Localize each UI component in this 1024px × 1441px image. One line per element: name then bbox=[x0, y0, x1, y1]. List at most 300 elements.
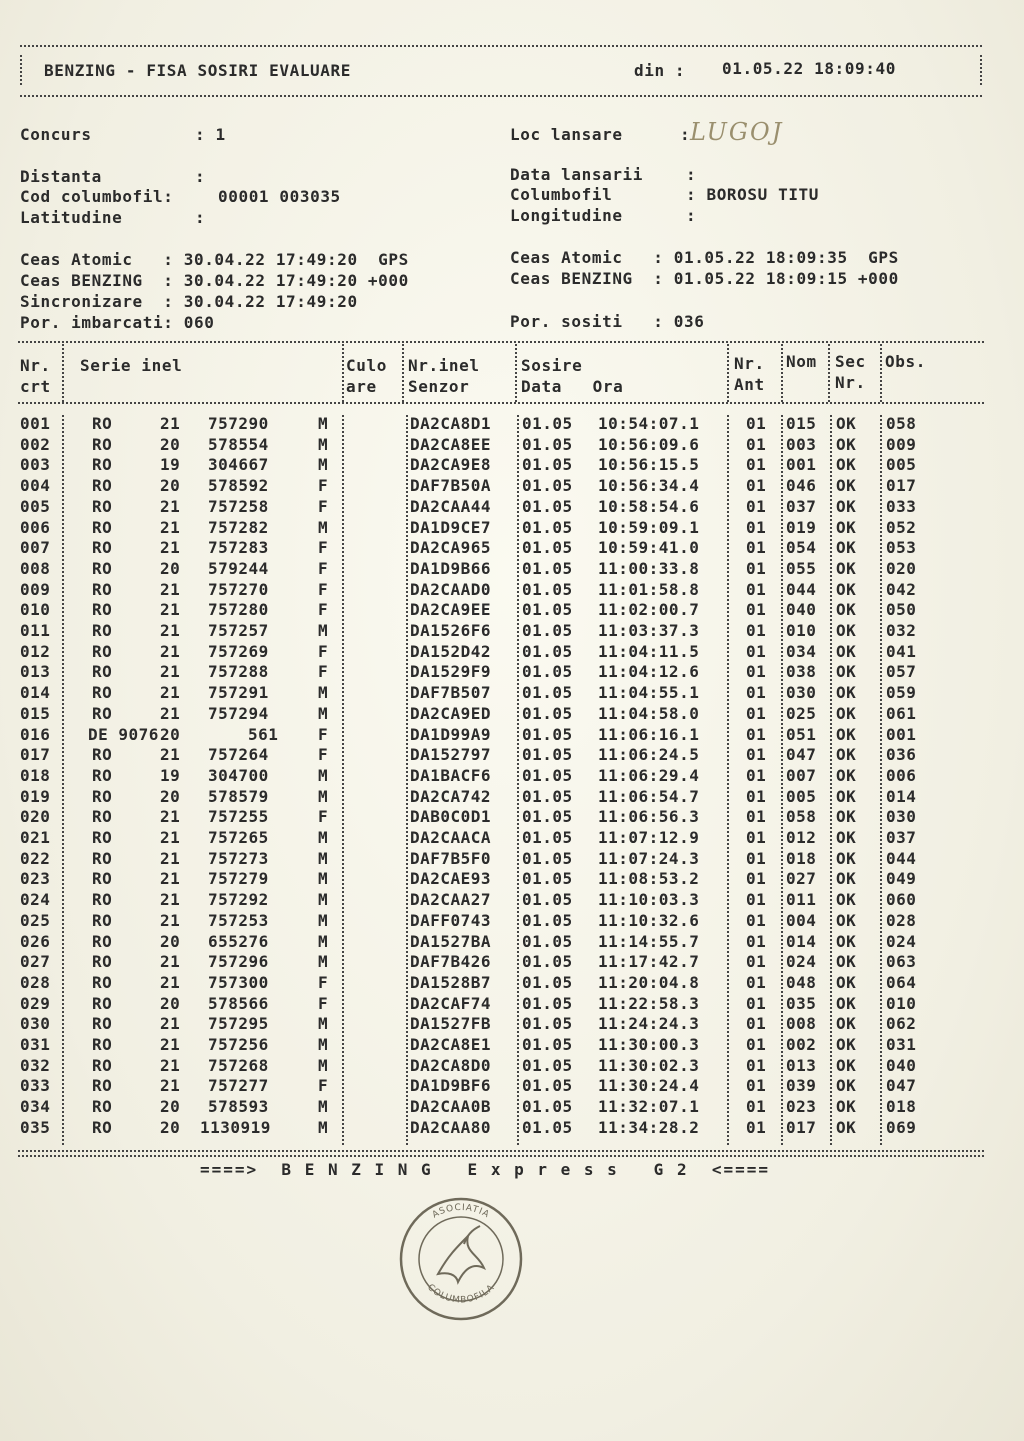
report-title: BENZING - FISA SOSIRI EVALUARE bbox=[44, 61, 351, 80]
row-ant: 01 bbox=[746, 414, 767, 433]
row-senzor: DA2CAA44 bbox=[410, 496, 492, 516]
row-senzor: DA1BACF6 bbox=[410, 765, 492, 785]
col-sep bbox=[515, 344, 517, 402]
row-ant: 01 bbox=[746, 600, 767, 620]
data-lansarii-value: : bbox=[686, 165, 697, 184]
row-tara: RO bbox=[92, 476, 113, 496]
row-nom: 055 bbox=[786, 558, 817, 578]
table-top-rule bbox=[18, 341, 984, 343]
row-sec: OK bbox=[836, 765, 857, 785]
row-ant: 01 bbox=[746, 931, 767, 951]
row-nom: 005 bbox=[786, 786, 817, 806]
row-sex: F bbox=[318, 600, 329, 620]
row-obs: 037 bbox=[886, 828, 917, 847]
row-tara: RO bbox=[92, 890, 113, 910]
row-ant: 01 bbox=[746, 828, 767, 847]
row-nom: 047 bbox=[786, 745, 817, 765]
row-sec: OK bbox=[836, 621, 857, 640]
row-senzor: DA2CA8EE bbox=[410, 434, 492, 454]
row-senzor: DA2CAA0B bbox=[410, 1097, 492, 1117]
row-sec: OK bbox=[836, 931, 857, 951]
row-senzor: DA2CAAD0 bbox=[410, 579, 492, 599]
row-inel: 578593 bbox=[208, 1097, 269, 1117]
row-ant: 01 bbox=[746, 1097, 767, 1117]
row-senzor: DA152D42 bbox=[410, 641, 492, 661]
row-ora: 11:06:24.5 bbox=[598, 745, 700, 765]
table-row bbox=[18, 973, 984, 994]
row-inel: 578554 bbox=[208, 434, 269, 454]
row-nom: 030 bbox=[786, 683, 817, 703]
row-ora: 11:20:04.8 bbox=[598, 972, 700, 992]
row-ora: 11:04:12.6 bbox=[598, 662, 700, 682]
row-ant: 01 bbox=[746, 496, 767, 516]
row-ora: 11:32:07.1 bbox=[598, 1097, 700, 1117]
row-sex: F bbox=[318, 662, 329, 682]
col-sep bbox=[828, 344, 830, 402]
row-data: 01.05 bbox=[522, 496, 573, 516]
row-sec: OK bbox=[836, 1076, 857, 1096]
row-obs: 057 bbox=[886, 662, 917, 682]
row-nom: 004 bbox=[786, 910, 817, 930]
row-inel: 757291 bbox=[208, 683, 269, 703]
cod-columbofil-label: Cod columbofil: bbox=[20, 187, 174, 206]
row-data: 01.05 bbox=[522, 745, 573, 765]
row-sec: OK bbox=[836, 952, 857, 972]
row-senzor: DA2CA965 bbox=[410, 538, 492, 558]
row-nom: 044 bbox=[786, 579, 817, 599]
row-sec: OK bbox=[836, 1117, 857, 1137]
row-sec: OK bbox=[836, 579, 857, 599]
row-data: 01.05 bbox=[522, 1076, 573, 1096]
row-nr: 035 bbox=[20, 1117, 51, 1137]
porumbei-imbarcati: Por. imbarcati: 060 bbox=[20, 313, 215, 332]
row-nom: 010 bbox=[786, 621, 817, 640]
row-tara: RO bbox=[92, 703, 113, 723]
row-an: 21 bbox=[160, 662, 181, 682]
row-ant: 01 bbox=[746, 683, 767, 703]
loc-lansare-colon: : bbox=[680, 125, 691, 144]
row-ant: 01 bbox=[746, 579, 767, 599]
row-sex: M bbox=[318, 455, 329, 475]
porumbei-sositi: Por. sositi : 036 bbox=[510, 312, 705, 331]
row-an: 20 bbox=[160, 786, 181, 806]
row-ant: 01 bbox=[746, 724, 767, 744]
row-sec: OK bbox=[836, 745, 857, 765]
row-senzor: DA2CA9ED bbox=[410, 703, 492, 723]
row-data: 01.05 bbox=[522, 765, 573, 785]
row-nr: 001 bbox=[20, 414, 51, 433]
row-nr: 022 bbox=[20, 848, 51, 868]
row-nr: 014 bbox=[20, 683, 51, 703]
table-row bbox=[18, 1118, 984, 1139]
row-senzor: DA2CA8D0 bbox=[410, 1055, 492, 1075]
row-tara: DE 9076 bbox=[88, 724, 159, 744]
row-an: 21 bbox=[160, 621, 181, 640]
row-an: 20 bbox=[160, 558, 181, 578]
col-obs-header: Obs. bbox=[885, 352, 926, 371]
row-an: 21 bbox=[160, 1035, 181, 1054]
row-tara: RO bbox=[92, 641, 113, 661]
row-sec: OK bbox=[836, 1014, 857, 1034]
col-culoare-header: Culo bbox=[346, 356, 387, 375]
row-nom: 018 bbox=[786, 848, 817, 868]
row-ant: 01 bbox=[746, 558, 767, 578]
row-an: 21 bbox=[160, 1055, 181, 1075]
row-obs: 005 bbox=[886, 455, 917, 475]
sincronizare: Sincronizare : 30.04.22 17:49:20 bbox=[20, 292, 358, 311]
footer-brand: ====> B E N Z I N G E x p r e s s G 2 <==== bbox=[200, 1160, 771, 1179]
row-an: 20 bbox=[160, 476, 181, 496]
col-culoare-header-2: are bbox=[346, 377, 377, 396]
row-senzor: DA2CAA80 bbox=[410, 1117, 492, 1137]
row-senzor: DAF7B5F0 bbox=[410, 848, 492, 868]
row-nom: 048 bbox=[786, 972, 817, 992]
row-tara: RO bbox=[92, 972, 113, 992]
row-inel: 757258 bbox=[208, 496, 269, 516]
row-sex: M bbox=[318, 1014, 329, 1034]
row-inel: 757277 bbox=[208, 1076, 269, 1096]
row-ant: 01 bbox=[746, 745, 767, 765]
row-tara: RO bbox=[92, 683, 113, 703]
table-row bbox=[18, 476, 984, 497]
row-data: 01.05 bbox=[522, 1014, 573, 1034]
col-sosire-header: Sosire bbox=[521, 356, 583, 375]
row-ora: 10:56:15.5 bbox=[598, 455, 700, 475]
row-inel: 757283 bbox=[208, 538, 269, 558]
row-ant: 01 bbox=[746, 1076, 767, 1096]
row-ant: 01 bbox=[746, 765, 767, 785]
row-ora: 11:02:00.7 bbox=[598, 600, 700, 620]
ceas-benzing-end: Ceas BENZING : 01.05.22 18:09:15 +000 bbox=[510, 269, 899, 288]
row-data: 01.05 bbox=[522, 538, 573, 558]
row-nr: 004 bbox=[20, 476, 51, 496]
row-ora: 10:54:07.1 bbox=[598, 414, 700, 433]
row-sex: F bbox=[318, 558, 329, 578]
row-data: 01.05 bbox=[522, 724, 573, 744]
table-row bbox=[18, 538, 984, 559]
ceas-atomic-start: Ceas Atomic : 30.04.22 17:49:20 GPS bbox=[20, 250, 409, 269]
row-senzor: DA2CA8E1 bbox=[410, 1035, 492, 1054]
col-senzor-header: Nr.inel bbox=[408, 356, 480, 375]
row-data: 01.05 bbox=[522, 662, 573, 682]
row-ora: 11:30:02.3 bbox=[598, 1055, 700, 1075]
row-sex: F bbox=[318, 579, 329, 599]
row-nr: 006 bbox=[20, 517, 51, 537]
row-ant: 01 bbox=[746, 1055, 767, 1075]
row-nom: 037 bbox=[786, 496, 817, 516]
row-obs: 050 bbox=[886, 600, 917, 620]
row-nom: 011 bbox=[786, 890, 817, 910]
row-ant: 01 bbox=[746, 952, 767, 972]
row-nr: 032 bbox=[20, 1055, 51, 1075]
row-ant: 01 bbox=[746, 848, 767, 868]
row-nr: 015 bbox=[20, 703, 51, 723]
row-an: 21 bbox=[160, 641, 181, 661]
row-sec: OK bbox=[836, 517, 857, 537]
row-ora: 11:04:55.1 bbox=[598, 683, 700, 703]
row-sex: F bbox=[318, 641, 329, 661]
report-date: 01.05.22 18:09:40 bbox=[722, 59, 896, 78]
col-sep bbox=[727, 344, 729, 402]
row-nr: 011 bbox=[20, 621, 51, 640]
row-senzor: DAB0C0D1 bbox=[410, 807, 492, 827]
row-sex: M bbox=[318, 414, 329, 433]
row-nr: 018 bbox=[20, 765, 51, 785]
table-row bbox=[18, 1076, 984, 1097]
row-ora: 11:06:54.7 bbox=[598, 786, 700, 806]
row-ora: 11:10:32.6 bbox=[598, 910, 700, 930]
row-tara: RO bbox=[92, 931, 113, 951]
row-obs: 028 bbox=[886, 910, 917, 930]
table-row bbox=[18, 745, 984, 766]
row-ora: 11:06:16.1 bbox=[598, 724, 700, 744]
row-data: 01.05 bbox=[522, 558, 573, 578]
row-tara: RO bbox=[92, 828, 113, 847]
row-senzor: DA2CAF74 bbox=[410, 993, 492, 1013]
row-nom: 058 bbox=[786, 807, 817, 827]
row-sex: F bbox=[318, 972, 329, 992]
table-row bbox=[18, 869, 984, 890]
row-sex: F bbox=[318, 476, 329, 496]
row-an: 19 bbox=[160, 455, 181, 475]
row-sex: M bbox=[318, 828, 329, 847]
row-ora: 11:30:24.4 bbox=[598, 1076, 700, 1096]
row-sex: F bbox=[318, 993, 329, 1013]
row-tara: RO bbox=[92, 558, 113, 578]
row-an: 21 bbox=[160, 1076, 181, 1096]
row-nom: 012 bbox=[786, 828, 817, 847]
row-obs: 044 bbox=[886, 848, 917, 868]
table-row bbox=[18, 580, 984, 601]
longitudine-value: : bbox=[686, 206, 697, 225]
row-tara: RO bbox=[92, 869, 113, 889]
row-ora: 10:59:09.1 bbox=[598, 517, 700, 537]
footer-rule bbox=[18, 1155, 984, 1157]
row-sec: OK bbox=[836, 538, 857, 558]
row-ora: 11:03:37.3 bbox=[598, 621, 700, 640]
table-row bbox=[18, 600, 984, 621]
row-obs: 059 bbox=[886, 683, 917, 703]
table-header-rule bbox=[18, 402, 984, 404]
row-an: 21 bbox=[160, 869, 181, 889]
row-tara: RO bbox=[92, 579, 113, 599]
row-ant: 01 bbox=[746, 641, 767, 661]
row-data: 01.05 bbox=[522, 600, 573, 620]
row-nom: 023 bbox=[786, 1097, 817, 1117]
table-bottom-rule bbox=[18, 1150, 984, 1152]
table-row bbox=[18, 828, 984, 849]
row-inel: 578592 bbox=[208, 476, 269, 496]
ceas-atomic-end: Ceas Atomic : 01.05.22 18:09:35 GPS bbox=[510, 248, 899, 267]
row-data: 01.05 bbox=[522, 828, 573, 847]
row-inel: 579244 bbox=[208, 558, 269, 578]
row-ant: 01 bbox=[746, 890, 767, 910]
columbofil-label: Columbofil bbox=[510, 185, 613, 204]
row-obs: 053 bbox=[886, 538, 917, 558]
row-obs: 041 bbox=[886, 641, 917, 661]
row-tara: RO bbox=[92, 1014, 113, 1034]
row-sec: OK bbox=[836, 434, 857, 454]
latitudine-label: Latitudine bbox=[20, 208, 123, 227]
row-sex: M bbox=[318, 703, 329, 723]
row-data: 01.05 bbox=[522, 1097, 573, 1117]
row-tara: RO bbox=[92, 1117, 113, 1137]
row-data: 01.05 bbox=[522, 683, 573, 703]
table-row bbox=[18, 787, 984, 808]
row-an: 21 bbox=[160, 807, 181, 827]
row-ora: 11:10:03.3 bbox=[598, 890, 700, 910]
row-sex: M bbox=[318, 1117, 329, 1137]
row-data: 01.05 bbox=[522, 807, 573, 827]
table-row bbox=[18, 994, 984, 1015]
row-ant: 01 bbox=[746, 517, 767, 537]
row-senzor: DA2CA9EE bbox=[410, 600, 492, 620]
date-label: din : bbox=[634, 61, 686, 80]
col-sosire-header-2: Data Ora bbox=[521, 377, 624, 396]
row-an: 21 bbox=[160, 828, 181, 847]
row-ant: 01 bbox=[746, 807, 767, 827]
row-nom: 008 bbox=[786, 1014, 817, 1034]
concurs-label: Concurs bbox=[20, 125, 92, 144]
row-senzor: DAF7B50A bbox=[410, 476, 492, 496]
table-row bbox=[18, 559, 984, 580]
row-inel: 757295 bbox=[208, 1014, 269, 1034]
row-tara: RO bbox=[92, 910, 113, 930]
stamp-bottom-text: COLUMBOFILA bbox=[425, 1282, 497, 1306]
row-obs: 032 bbox=[886, 621, 917, 640]
col-sep bbox=[342, 344, 344, 402]
row-sex: M bbox=[318, 434, 329, 454]
col-ant-header: Nr. bbox=[734, 354, 765, 373]
row-nr: 030 bbox=[20, 1014, 51, 1034]
row-sec: OK bbox=[836, 414, 857, 433]
row-inel: 304700 bbox=[208, 765, 269, 785]
row-ant: 01 bbox=[746, 910, 767, 930]
table-row bbox=[18, 766, 984, 787]
row-inel: 757257 bbox=[208, 621, 269, 640]
row-obs: 009 bbox=[886, 434, 917, 454]
row-an: 21 bbox=[160, 496, 181, 516]
row-data: 01.05 bbox=[522, 869, 573, 889]
row-sec: OK bbox=[836, 890, 857, 910]
row-sex: M bbox=[318, 890, 329, 910]
row-inel: 757292 bbox=[208, 890, 269, 910]
row-sex: M bbox=[318, 931, 329, 951]
row-ant: 01 bbox=[746, 786, 767, 806]
row-inel: 757294 bbox=[208, 703, 269, 723]
row-data: 01.05 bbox=[522, 848, 573, 868]
row-senzor: DA2CA9E8 bbox=[410, 455, 492, 475]
col-nr-header: Nr. bbox=[20, 356, 51, 375]
row-nom: 014 bbox=[786, 931, 817, 951]
row-sex: M bbox=[318, 786, 329, 806]
table-row bbox=[18, 683, 984, 704]
row-obs: 031 bbox=[886, 1035, 917, 1054]
row-senzor: DA2CA8D1 bbox=[410, 414, 492, 433]
row-sex: M bbox=[318, 869, 329, 889]
row-inel: 757279 bbox=[208, 869, 269, 889]
row-obs: 060 bbox=[886, 890, 917, 910]
row-ant: 01 bbox=[746, 1117, 767, 1137]
table-row bbox=[18, 1056, 984, 1077]
row-nom: 040 bbox=[786, 600, 817, 620]
row-ora: 11:22:58.3 bbox=[598, 993, 700, 1013]
row-an: 21 bbox=[160, 745, 181, 765]
row-obs: 033 bbox=[886, 496, 917, 516]
row-ora: 11:01:58.8 bbox=[598, 579, 700, 599]
row-sec: OK bbox=[836, 683, 857, 703]
row-nr: 033 bbox=[20, 1076, 51, 1096]
row-sec: OK bbox=[836, 993, 857, 1013]
row-an: 20 bbox=[160, 1117, 181, 1137]
row-nom: 024 bbox=[786, 952, 817, 972]
row-tara: RO bbox=[92, 1076, 113, 1096]
row-sex: F bbox=[318, 724, 329, 744]
row-tara: RO bbox=[92, 496, 113, 516]
row-data: 01.05 bbox=[522, 931, 573, 951]
table-row bbox=[18, 932, 984, 953]
row-ora: 11:24:24.3 bbox=[598, 1014, 700, 1034]
row-sec: OK bbox=[836, 1097, 857, 1117]
row-ora: 11:07:24.3 bbox=[598, 848, 700, 868]
row-data: 01.05 bbox=[522, 414, 573, 433]
row-data: 01.05 bbox=[522, 517, 573, 537]
row-nom: 035 bbox=[786, 993, 817, 1013]
row-senzor: DA1529F9 bbox=[410, 662, 492, 682]
table-row bbox=[18, 911, 984, 932]
row-obs: 006 bbox=[886, 765, 917, 785]
row-inel: 578566 bbox=[208, 993, 269, 1013]
row-inel: 1130919 bbox=[200, 1117, 271, 1137]
row-inel: 757264 bbox=[208, 745, 269, 765]
row-ant: 01 bbox=[746, 621, 767, 640]
row-senzor: DA1D99A9 bbox=[410, 724, 492, 744]
row-senzor: DA152797 bbox=[410, 745, 492, 765]
row-tara: RO bbox=[92, 952, 113, 972]
row-inel: 757288 bbox=[208, 662, 269, 682]
row-nr: 026 bbox=[20, 931, 51, 951]
table-row bbox=[18, 662, 984, 683]
table-row bbox=[18, 435, 984, 456]
row-ora: 11:34:28.2 bbox=[598, 1117, 700, 1137]
row-data: 01.05 bbox=[522, 890, 573, 910]
row-inel: 757253 bbox=[208, 910, 269, 930]
row-sec: OK bbox=[836, 972, 857, 992]
row-tara: RO bbox=[92, 621, 113, 640]
row-senzor: DA1D9B66 bbox=[410, 558, 492, 578]
row-data: 01.05 bbox=[522, 641, 573, 661]
row-obs: 030 bbox=[886, 807, 917, 827]
row-ora: 11:04:11.5 bbox=[598, 641, 700, 661]
row-data: 01.05 bbox=[522, 1035, 573, 1054]
row-sex: M bbox=[318, 1055, 329, 1075]
row-ora: 11:00:33.8 bbox=[598, 558, 700, 578]
col-nom-header: Nom bbox=[786, 352, 817, 371]
row-an: 20 bbox=[160, 931, 181, 951]
row-tara: RO bbox=[92, 745, 113, 765]
row-sex: F bbox=[318, 807, 329, 827]
table-row bbox=[18, 952, 984, 973]
col-sep bbox=[62, 344, 64, 402]
row-inel: 757290 bbox=[208, 414, 269, 433]
row-tara: RO bbox=[92, 848, 113, 868]
row-an: 20 bbox=[160, 993, 181, 1013]
row-an: 21 bbox=[160, 517, 181, 537]
row-nr: 028 bbox=[20, 972, 51, 992]
row-tara: RO bbox=[92, 414, 113, 433]
row-data: 01.05 bbox=[522, 786, 573, 806]
row-ora: 10:58:54.6 bbox=[598, 496, 700, 516]
